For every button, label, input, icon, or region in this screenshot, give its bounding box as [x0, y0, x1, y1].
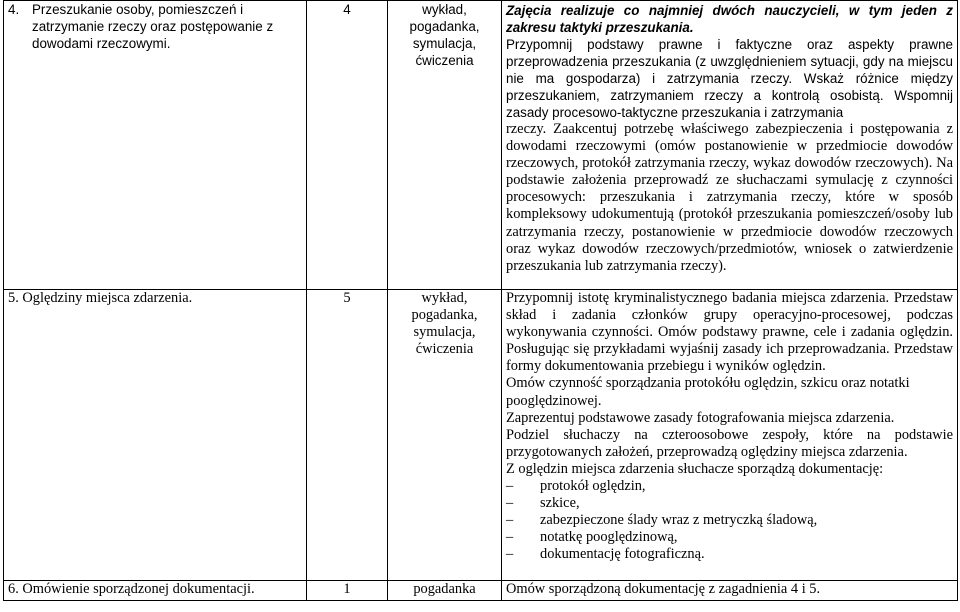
hours-cell — [307, 581, 388, 601]
topic-title: 6. Omówienie sporządzonej dokumentacji. — [8, 581, 255, 597]
hours-value: 4 — [343, 2, 351, 17]
topic-cell — [4, 581, 307, 601]
content-paragraph: Zaprezentuj podstawowe zasady fotografowania miejsca zdarzenia. — [506, 409, 895, 426]
content-paragraph: Przypomnij istotę kryminalistycznego badania miejsca zdarzenia. Przedstaw skład i zadania członków grupy operacyjno-procesowej, podczas wykonywania czynności. Omów podstawy prawne, cele i zadania oględzin. Posługując się przykładami wyjaśnij zasady ich przeprowadzania. Przedstaw formy dokumentowania przebiegu i wyników oględzin. — [506, 290, 953, 375]
list-item — [506, 529, 953, 546]
dash-bullet: – — [506, 512, 514, 529]
content-paragraph: Omów czynność sporządzania protokółu oględzin, szkicu oraz notatki pooględzinowej. — [506, 375, 910, 409]
content-paragraph: rzeczy. Zaakcentuj potrzebę właściwego zabezpieczenia i postępowania z dowodami rzeczowymi (omów postanowienie w przedmiocie dowodów rzeczowych, protokół zatrzymania rzeczy, wykaz dowodów rzeczowych). Na podstawie założenia przeprowadź ze słuchaczami symulację z czynności procesowych: przeszukania i zatrzymania rzeczy, które w sposób kompleksowy udokumentują (protokół przeszukania pomieszczeń/osoby lub zatrzymania rzeczy, postanowienie w przedmiocie dowodów rzeczowych oraz wykaz dowodów rzeczowych/przedmiotów, wniosek o zatwierdzenie przeszukania lub zatrzymania rzeczy). — [506, 121, 953, 274]
content-paragraph: Omów sporządzoną dokumentację z zagadnienia 4 i 5. — [506, 581, 821, 597]
form-cell — [388, 1, 502, 290]
content-heading: Zajęcia realizuje co najmniej dwóch nauczycieli, w tym jeden z zakresu taktyki przeszukania. — [506, 3, 953, 35]
list-item-text: dokumentację fotograficzną. — [540, 546, 705, 563]
list-item-text: zabezpieczone ślady wraz z metryczką śladową, — [540, 512, 818, 529]
topic-number: 4. — [8, 2, 20, 17]
hours-value: 1 — [343, 581, 351, 597]
list-item — [506, 478, 953, 495]
hours-cell — [307, 290, 388, 581]
teaching-form: wykład, pogadanka, symulacja, ćwiczenia — [411, 290, 478, 358]
list-item — [506, 512, 953, 529]
content-cell — [502, 581, 958, 601]
hours-value: 5 — [343, 290, 351, 306]
content-cell — [502, 290, 958, 581]
content-paragraph: Przypomnij podstawy prawne i faktyczne oraz aspekty prawne przeprowadzenia przeszukania (z uwzględnieniem sytuacji, gdy na miejscu nie ma gospodarza) i zatrzymania rzeczy. Wskaż różnice między przeszukaniem, zatrzymaniem rzeczy a kontrolą osobistą. Wspomnij zasady procesowo-taktyczne przeszukania i zatrzymania — [506, 37, 953, 120]
topic-cell — [4, 290, 307, 581]
dash-bullet: – — [506, 478, 514, 495]
content-paragraph: Podziel słuchaczy na czteroosobowe zespoły, które na podstawie przygotowanych założeń, przeprowadzą oględziny miejsca zdarzenia. — [506, 426, 953, 460]
dash-bullet: – — [506, 546, 514, 563]
teaching-form: pogadanka — [413, 581, 476, 597]
table-row — [4, 1, 958, 290]
list-item-text: szkice, — [540, 495, 580, 512]
list-item — [506, 495, 953, 512]
table-row — [4, 581, 958, 601]
curriculum-table — [3, 0, 958, 601]
topic-title: 5. Oględziny miejsca zdarzenia. — [8, 290, 193, 306]
documentation-list — [506, 478, 953, 563]
content-cell — [502, 1, 958, 290]
table-row — [4, 290, 958, 581]
topic-cell — [4, 1, 307, 290]
form-cell — [388, 581, 502, 601]
dash-bullet: – — [506, 495, 514, 512]
hours-cell — [307, 1, 388, 290]
list-item — [506, 546, 953, 563]
list-item-text: protokół oględzin, — [540, 478, 646, 495]
content-paragraph: Z oględzin miejsca zdarzenia słuchacze sporządzą dokumentację: — [506, 460, 884, 477]
dash-bullet: – — [506, 529, 514, 546]
list-item-text: notatkę pooględzinową, — [540, 529, 678, 546]
topic-title: Przeszukanie osoby, pomieszczeń i zatrzymanie rzeczy oraz postępowanie z dowodami rzeczowymi. — [32, 2, 274, 51]
teaching-form: wykład, pogadanka, symulacja, ćwiczenia — [409, 2, 480, 68]
form-cell — [388, 290, 502, 581]
